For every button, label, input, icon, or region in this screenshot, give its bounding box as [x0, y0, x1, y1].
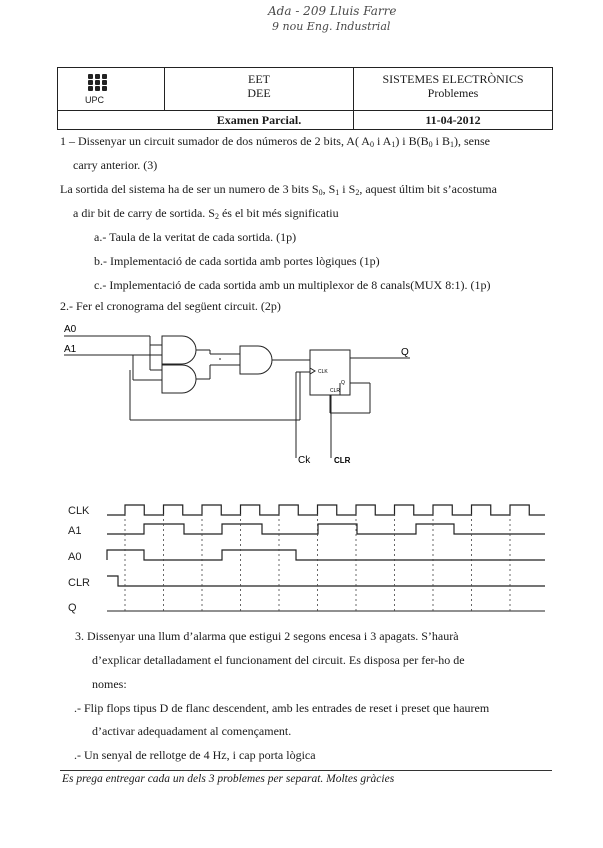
subject-title: SISTEMES ELECTRÒNICS: [382, 72, 524, 86]
handwritten-note-2: 9 nou Eng. Industrial: [272, 20, 391, 33]
ff-q-label: Q: [341, 380, 345, 386]
label-q: Q: [401, 347, 409, 358]
label-a0: A0: [64, 324, 77, 335]
footer-note: Es prega entregar cada un dels 3 problemes per separat. Moltes gràcies: [62, 773, 395, 785]
and-gate-2: [162, 365, 196, 393]
timing-label-q: Q: [68, 602, 77, 614]
ff-clk-label: CLK: [318, 369, 328, 375]
exam-date: 11-04-2012: [425, 113, 481, 127]
subject-subtitle: Problemes: [427, 86, 479, 100]
timing-label-clr: CLR: [68, 577, 91, 589]
and-gate-3: [240, 346, 272, 374]
handwritten-note-1: Ada - 209 Lluis Farre: [268, 4, 397, 18]
q3-line1: 3. Dissenyar una llum d’alarma que estigui 2 segons encesa i 3 apagats. S’haurà: [75, 629, 459, 643]
label-a1: A1: [64, 344, 77, 355]
ff-clr-label: CLR: [330, 388, 341, 394]
waveform-a1: [107, 524, 545, 534]
waveform-a0: [107, 550, 545, 560]
exam-label: Examen Parcial.: [165, 110, 354, 130]
q2-text: 2.- Fer el cronograma del següent circuit. (2p): [60, 299, 281, 313]
waveform-clr: [107, 576, 545, 586]
dept-eet: EET: [248, 72, 270, 86]
q1-item-a: a.- Taula de la veritat de cada sortida. (1p): [94, 230, 297, 244]
q3-line4: .- Flip flops tipus D de flanc descendent, amb les entrades de reset i preset que haurem: [74, 701, 490, 715]
timing-diagram: [68, 505, 545, 614]
q1-item-c: c.- Implementació de cada sortida amb un multiplexor de 8 canals(MUX 8:1). (1p): [94, 278, 491, 292]
q1-line4: a dir bit de carry de sortida. $S_2$ és el bit més significatiu: [73, 206, 339, 221]
upc-logo-text: UPC: [85, 95, 105, 105]
waveform-clk: [107, 505, 545, 515]
timing-label-clk: CLK: [68, 505, 90, 517]
and-gate-1: [162, 336, 196, 364]
pin-ck: Ck: [298, 455, 311, 466]
timing-label-a0: A0: [68, 551, 82, 563]
q3-line5: d’activar adequadament al començament.: [92, 724, 292, 738]
q1-item-b: b.- Implementació de cada sortida amb portes lògiques (1p): [94, 254, 380, 268]
q3-line2: d’explicar detalladament el funcionament del circuit. Es disposa per fer-ho de: [92, 653, 465, 667]
timing-label-a1: A1: [68, 525, 82, 537]
dept-dee: DEE: [247, 86, 271, 100]
pin-clr: CLR: [334, 456, 351, 465]
q3-line3: nomes:: [92, 677, 127, 691]
q1-line3: La sortida del sistema ha de ser un numero de 3 bits $S_0$, $S_1$ i $S_2$, aquest últim bit s’acostuma: [60, 182, 497, 197]
q3-line6: .- Un senyal de rellotge de 4 Hz, i cap porta lògica: [74, 748, 316, 762]
q1-line1: 1 – Dissenyar un circuit sumador de dos números de 2 bits, A( $A_0$ i $A_1$) i $B(B_0$ i $B_1$), sense: [60, 134, 490, 149]
q1-line2: carry anterior. (3): [73, 158, 158, 172]
footer-rule: [60, 770, 552, 771]
